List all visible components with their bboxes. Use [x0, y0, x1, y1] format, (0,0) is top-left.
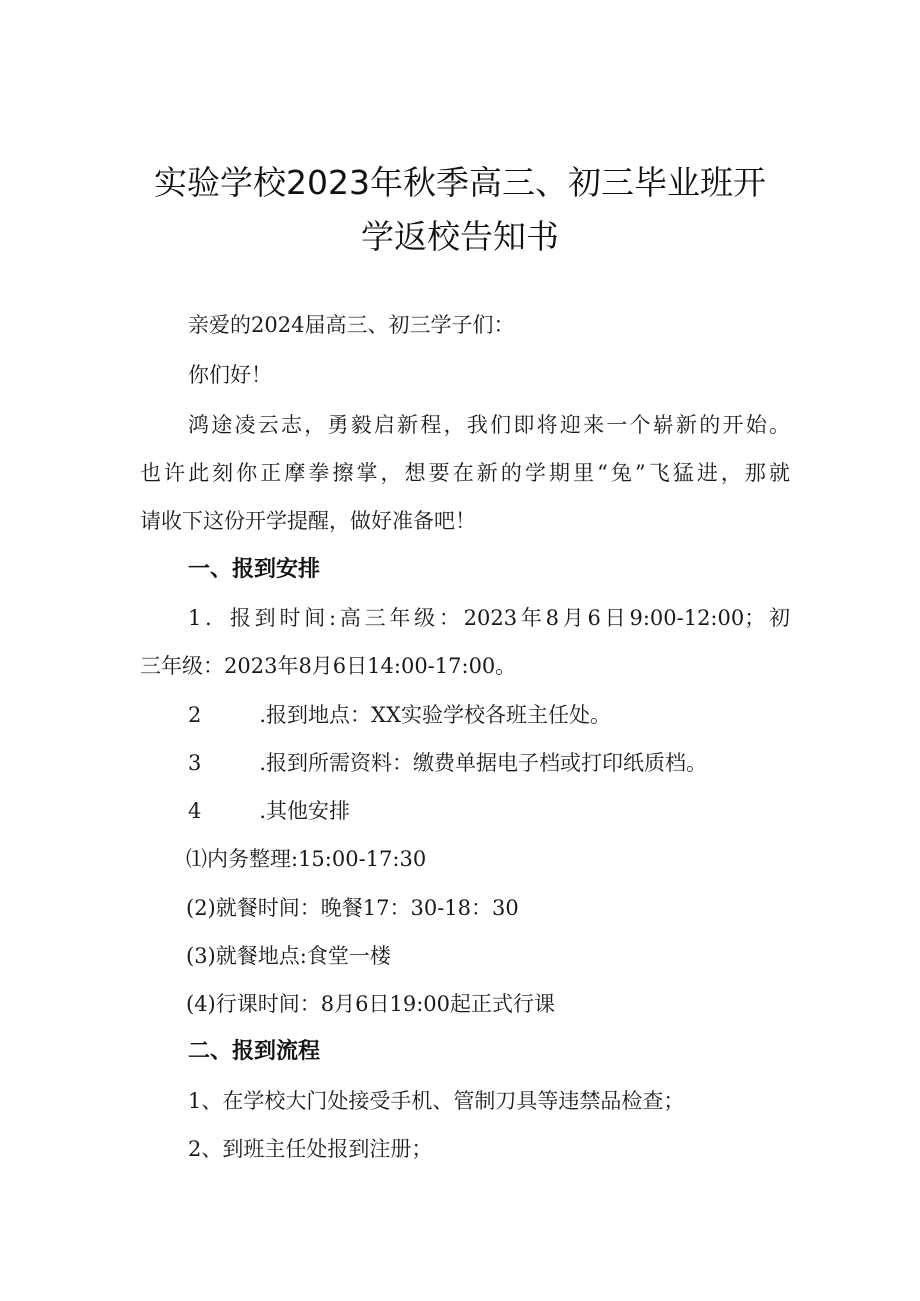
section-1-heading: 一、报到安排 — [188, 557, 321, 582]
procedure-step-1: 1、在学校大门处接受手机、管制刀具等违禁品检查； — [188, 1089, 685, 1113]
document-title-line-2: 学返校告知书 — [361, 217, 559, 256]
procedure-step-2: 2、到班主任处报到注册； — [188, 1137, 433, 1161]
report-time-line-1: 1．报到时间:高三年级：2023年8月6日9:00-12:00；初 — [188, 606, 790, 630]
document-title-line-1: 实验学校2023年秋季高三、初三毕业班开 — [154, 163, 766, 202]
report-time-line-2: 三年级：2023年8月6日14:00-17:00。 — [140, 654, 517, 678]
list-number: 2 — [188, 703, 202, 727]
salutation: 亲爱的2024届高三、初三学子们： — [188, 313, 515, 337]
intro-paragraph-line-2: 也许此刻你正摩拳擦掌，想要在新的学期里“兔”飞猛进，那就 — [140, 461, 790, 485]
section-2-heading: 二、报到流程 — [188, 1039, 321, 1064]
sub-item-dorm-tidying: ⑴内务整理:15:00-17:30 — [186, 847, 427, 871]
list-number: 3 — [188, 751, 202, 775]
report-materials-text: .报到所需资料：缴费单据电子档或打印纸质档。 — [259, 751, 708, 775]
sub-item-meal-location: (3)就餐地点:食堂一楼 — [186, 944, 391, 968]
sub-item-meal-time: (2)就餐时间：晚餐17：30-18：30 — [186, 896, 519, 920]
intro-paragraph-line-1: 鸿途凌云志，勇毅启新程，我们即将迎来一个崭新的开始。 — [188, 413, 790, 437]
intro-paragraph-line-3: 请收下这份开学提醒，做好准备吧！ — [140, 509, 476, 533]
report-location-item — [188, 700, 611, 730]
other-arrangements-item — [188, 796, 350, 826]
report-materials-item — [188, 748, 707, 778]
other-arrangements-text: .其他安排 — [259, 799, 351, 823]
report-location-text: .报到地点：XX实验学校各班主任处。 — [259, 703, 611, 727]
greeting: 你们好！ — [188, 363, 272, 387]
list-number: 4 — [188, 799, 202, 823]
sub-item-class-time: (4)行课时间：8月6日19:00起正式行课 — [186, 992, 555, 1016]
